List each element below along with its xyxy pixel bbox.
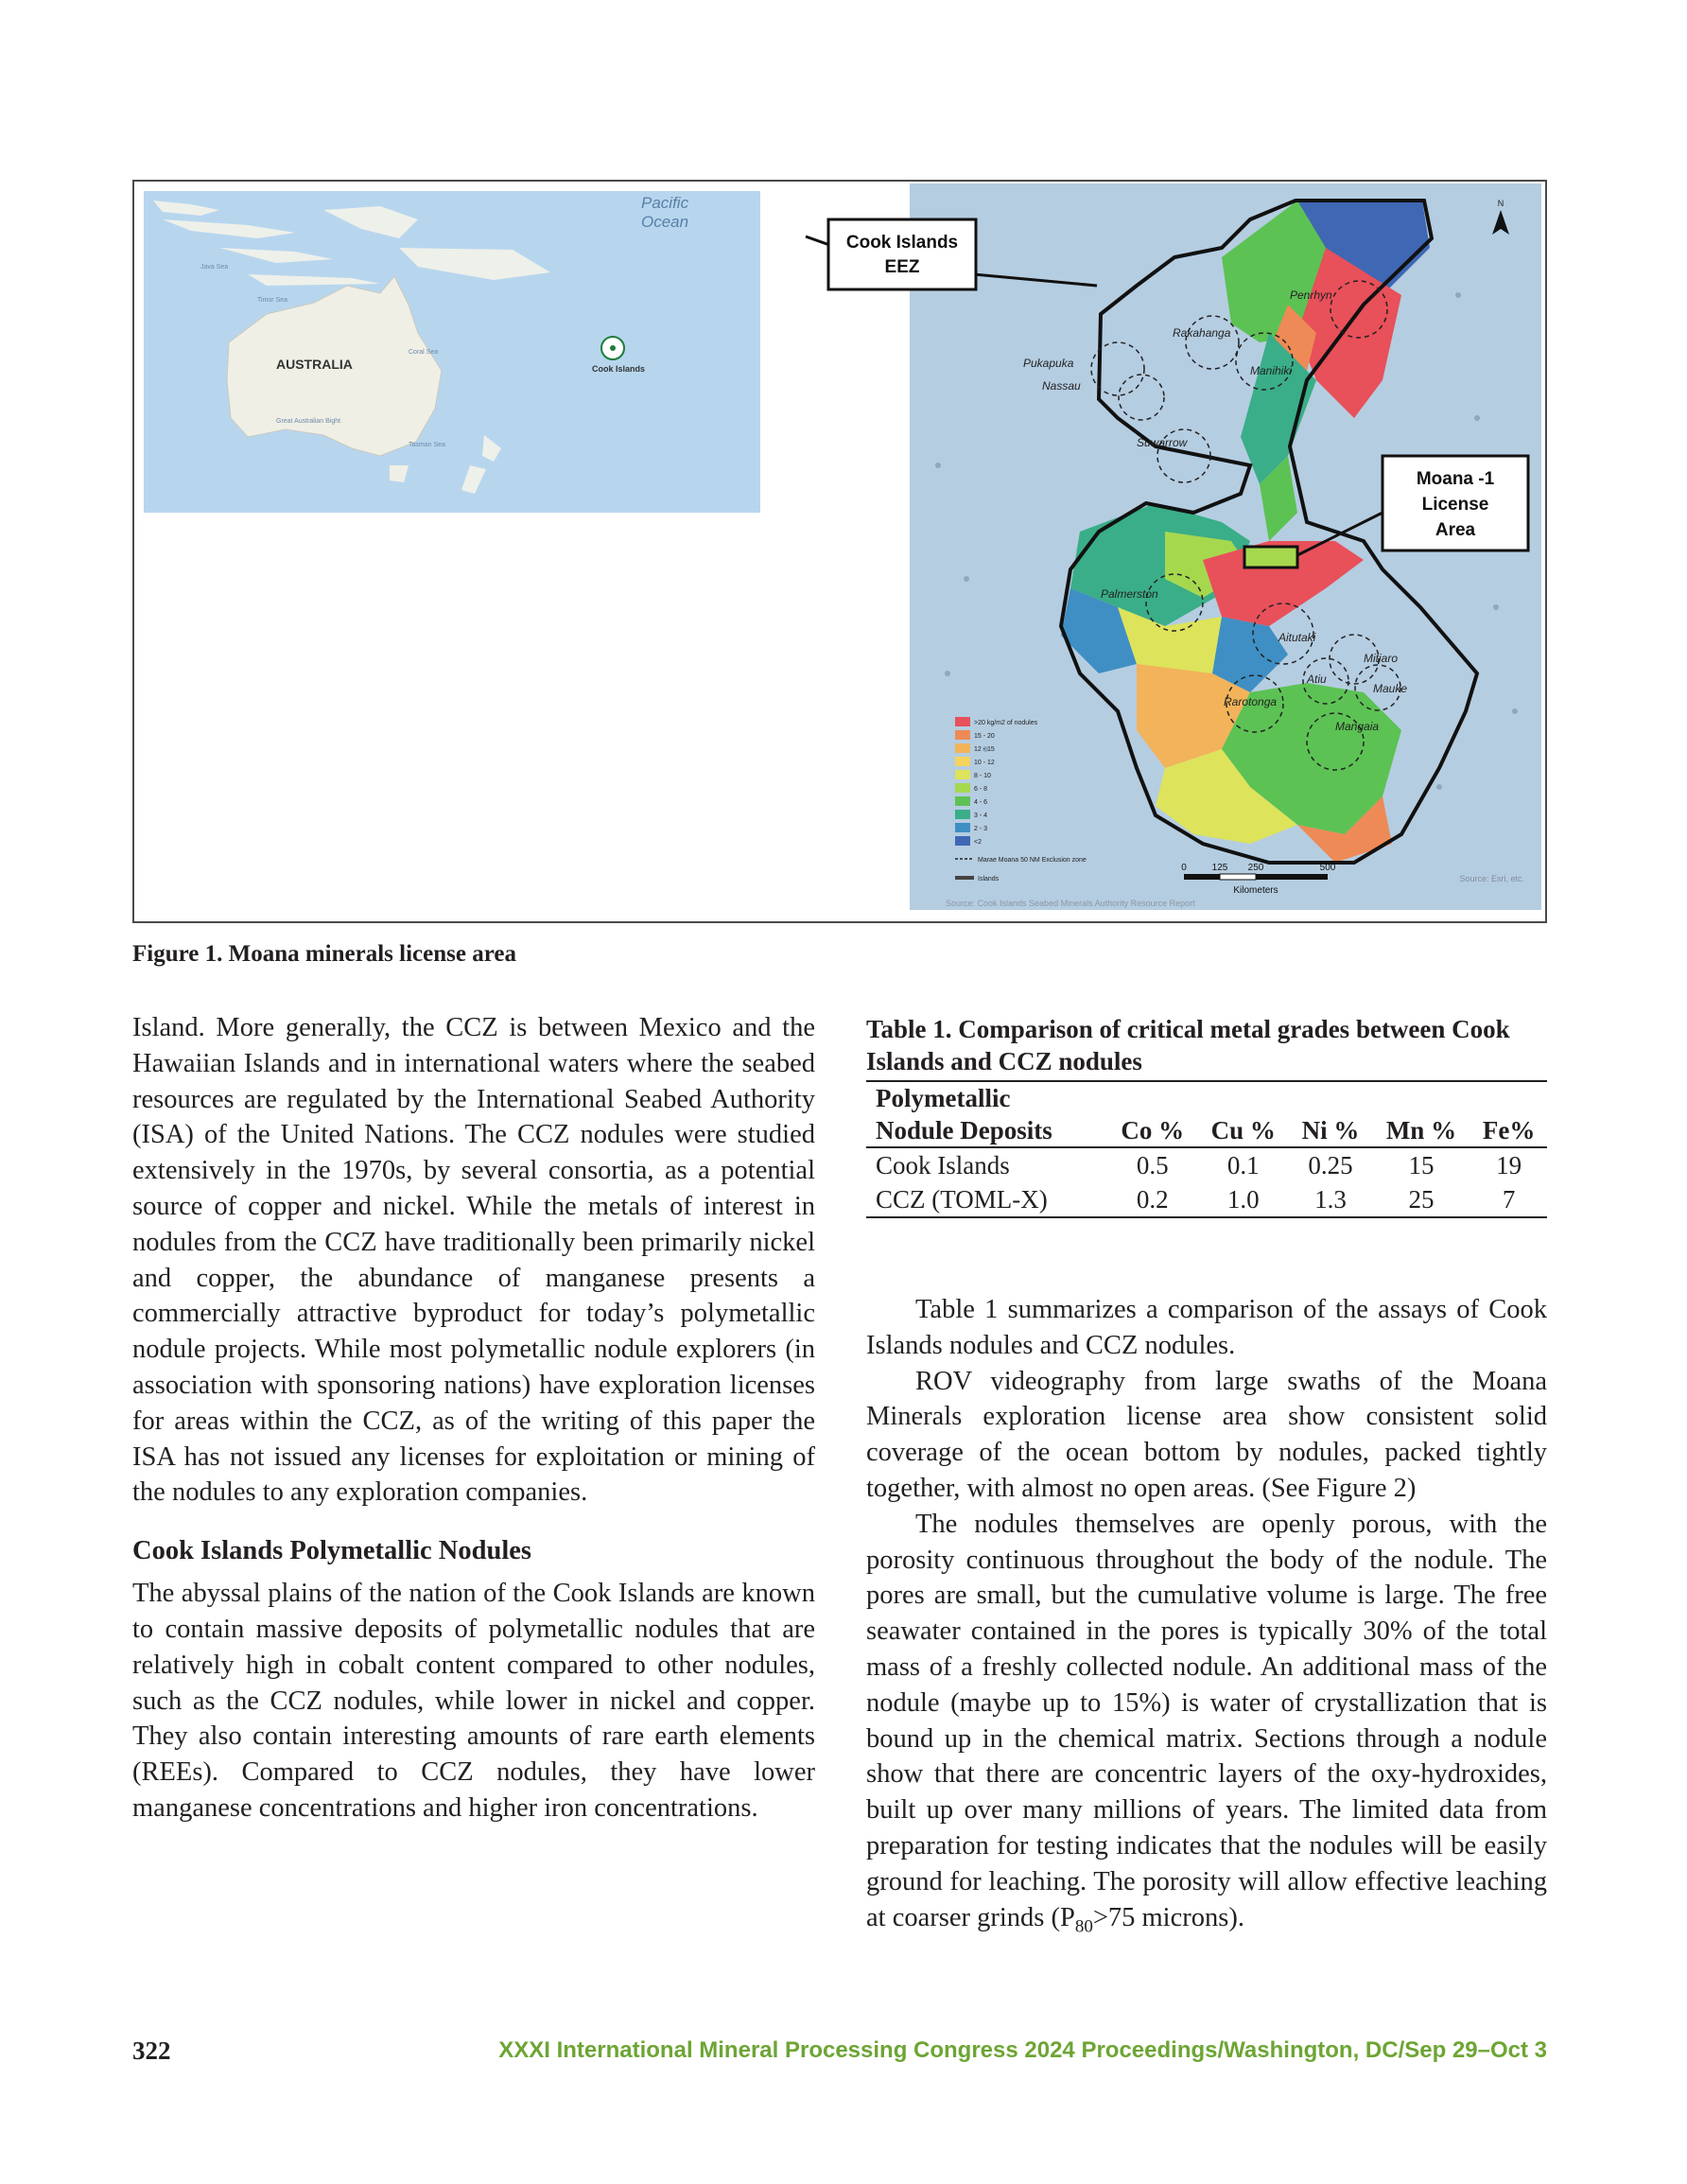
left-column [132, 1010, 815, 1826]
legend-islands: Islands [978, 876, 1000, 882]
island-label-suwarrow: Suwarrow [1137, 436, 1188, 449]
legend-exclusion: Marae Moana 50 NM Exclusion zone [978, 857, 1087, 864]
page-number: 322 [132, 2036, 171, 2065]
sea-label-coral: Coral Sea [409, 349, 439, 356]
eez-callout-line1: Cook Islands [845, 233, 959, 253]
map-source-bottom: Source: Cook Islands Seabed Minerals Authority Resource Report [946, 899, 1195, 908]
scale-unit: Kilometers [1233, 885, 1278, 896]
metal-grades-table [866, 1080, 1547, 1218]
legend-swatch [955, 796, 970, 806]
island-label-penrhyn: Penrhyn [1290, 288, 1332, 302]
legend-swatch [955, 770, 970, 779]
legend-swatch [955, 730, 970, 740]
island-label-mangaia: Mangaia [1335, 720, 1380, 733]
right-paragraph-1: Table 1 summarizes a comparison of the assays of Cook Islands nodules and CCZ nodules. [866, 1295, 1547, 1360]
right-paragraph-2: ROV videography from large swaths of the Moana Minerals exploration license area show consistent solid coverage of the ocean bottom by nodules, packed tightly together, with almost no open areas. (See Figure 2) [866, 1366, 1547, 1503]
map-source-corner: Source: Esri, etc. [1459, 874, 1524, 883]
legend-label: 10 - 12 [974, 760, 995, 766]
eez-callout-line2: EEZ [884, 257, 920, 277]
table-header-fe: Fe% [1482, 1116, 1536, 1144]
sea-label-tasman: Tasman Sea [409, 442, 445, 448]
svg-text:500: 500 [1319, 863, 1336, 873]
legend-label: 15 - 20 [974, 733, 995, 740]
legend-swatch [955, 836, 970, 846]
ocean-label-1: Pacific [641, 194, 689, 212]
table-header-deposits: Polymetallic Nodule Deposits [876, 1084, 1052, 1144]
island-label-rakahanga: Rakahanga [1173, 326, 1231, 340]
legend-label: 6 - 8 [974, 786, 988, 793]
table-row: Cook Islands 0.5 0.1 0.25 15 19 [876, 1151, 1522, 1179]
eez-callout [828, 219, 976, 289]
island-label-palmerston: Palmerston [1101, 587, 1158, 601]
svg-text:0: 0 [1181, 863, 1187, 873]
license-callout-line1: Moana -1 [1416, 469, 1495, 489]
table-header-co: Co % [1121, 1116, 1185, 1144]
legend-label: >20 kg/m2 of nodules [974, 720, 1038, 726]
island-label-pukapuka: Pukapuka [1023, 357, 1074, 370]
figure-maps [134, 182, 1545, 921]
legend-swatch [955, 783, 970, 793]
legend-label: 3 - 4 [974, 812, 988, 819]
island-label-manihiki: Manihiki [1250, 364, 1293, 377]
legend-label: 2 - 3 [974, 826, 988, 832]
legend-label: <2 [974, 839, 982, 846]
ocean-label-2: Ocean [641, 213, 689, 231]
legend-label: 8 - 10 [974, 773, 991, 779]
left-paragraph-1: Island. More generally, the CCZ is between Mexico and the Hawaiian Islands and in international waters where the seabed resources are regulated by the International Seabed Authority (ISA) of the United Nations. The CCZ nodules were studied extensively in the 1970s, by several consortia, as a potential source of copper and nickel. While the metals of interest in nodules from the CCZ have traditionally been primarily nickel and copper, the abundance of manganese presents a commercially attractive byproduct for today’s polymetallic nodule projects. While most polymetallic nodule explorers (in association with sponsoring nations) have exploration licenses for areas within the CCZ, as of the writing of this paper the ISA has not issued any licenses for exploitation or mining of the nodules to any exploration companies. [132, 1013, 815, 1508]
legend-swatch [955, 823, 970, 832]
table-row: CCZ (TOML-X) 0.2 1.0 1.3 25 7 [876, 1185, 1516, 1214]
legend-swatch [955, 810, 970, 819]
legend-label: 4 - 6 [974, 799, 988, 806]
table-caption: Table 1. Comparison of critical metal grades between Cook Islands and CCZ nodules [866, 1015, 1510, 1075]
running-footer: XXXI International Mineral Processing Congress 2024 Proceedings/Washington, DC/Sep 29–Oct 3 [498, 2037, 1547, 2063]
section-heading: Cook Islands Polymetallic Nodules [132, 1536, 532, 1566]
table-header-mn: Mn % [1385, 1116, 1457, 1144]
right-column [866, 1292, 1547, 1945]
legend-swatch [955, 743, 970, 753]
svg-text:N: N [1497, 199, 1504, 208]
island-label-nassau: Nassau [1042, 379, 1081, 393]
license-map [806, 183, 1541, 910]
left-paragraph-2: The abyssal plains of the nation of the Cook Islands are known to contain massive deposits of polymetallic nodules that are relatively high in cobalt content compared to other nodules, such as the CCZ nodules, while lower in nickel and copper. They also contain interesting amounts of rare earth elements (REEs). Compared to CCZ nodules, they have lower manganese concentrations and higher iron concentrations. [132, 1579, 815, 1823]
figure-frame [132, 180, 1547, 923]
license-callout-line3: Area [1435, 520, 1476, 540]
table-header-ni: Ni % [1301, 1116, 1360, 1144]
svg-text:125: 125 [1211, 863, 1228, 873]
legend-swatch [955, 757, 970, 766]
island-label-atiu: Atiu [1307, 673, 1327, 686]
legend-swatch [955, 717, 970, 726]
island-label-mitiaro: Mitiaro [1364, 652, 1399, 665]
regional-map [144, 191, 760, 513]
island-label-rarotonga: Rarotonga [1224, 695, 1278, 708]
legend-label: 12 - 15 [974, 746, 995, 753]
sea-label-timor: Timor Sea [257, 297, 288, 304]
island-label-aitutaki: Aitutaki [1278, 631, 1316, 644]
license-area-box [1244, 547, 1297, 568]
marker-label: Cook Islands [592, 364, 646, 374]
figure-caption: Figure 1. Moana minerals license area [132, 941, 516, 967]
table-header-row [866, 1081, 1547, 1147]
sea-label-bight: Great Australian Bight [276, 418, 341, 425]
island-label-mauke: Mauke [1373, 682, 1408, 695]
table-header-cu: Cu % [1210, 1116, 1276, 1144]
right-paragraph-3: The nodules themselves are openly porous, with the porosity continuous throughout the body of the nodule. The pores are small, but the cumulative volume is large. The free seawater contained in the pores is typically 30% of the total mass of a freshly collected nodule. An additional mass of the nodule (maybe up to 15%) is water of crystallization that is bound up in the chemical matrix. Sections through a nodule show that there are concentric layers of the oxy-hydroxides, built up over many millions of years. The limited data from preparation for testing indicates that the nodules will be easily ground for leaching. The porosity will allow effective leaching at coarser grinds ($P_{80}>75$ microns). [866, 1509, 1547, 1937]
country-label: AUSTRALIA [276, 357, 353, 372]
sea-label-java: Java Sea [200, 264, 229, 271]
license-callout-line2: License [1421, 495, 1489, 515]
svg-text:250: 250 [1247, 863, 1264, 873]
